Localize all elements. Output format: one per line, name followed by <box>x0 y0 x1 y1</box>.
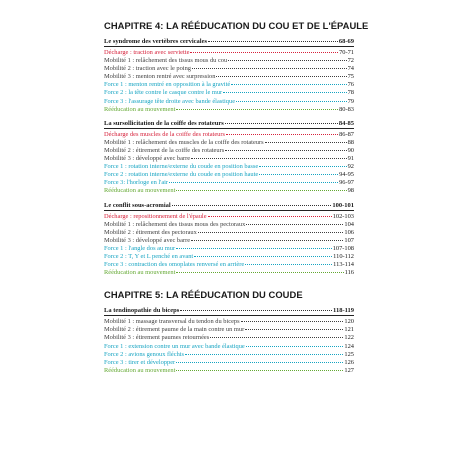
entry-label: Force 3 : l'assurage tête droite avec bande élastique <box>104 97 236 105</box>
entry-page: 75 <box>347 73 354 81</box>
entry-page: 70-71 <box>339 49 354 56</box>
entry-page: 80-83 <box>339 105 354 113</box>
toc-section <box>104 38 354 114</box>
dot-leader <box>245 325 343 330</box>
entry-label: Mobilité 2 : étirement des pectoraux <box>104 228 197 236</box>
dot-leader <box>210 333 343 338</box>
entry-label: Force 2 : avions genoux fléchis <box>104 350 185 358</box>
entry-page: 76 <box>347 81 354 89</box>
dot-leader <box>208 37 338 42</box>
entry-label: Force 2 : rotation interne/externe du coude en position haute <box>104 171 259 179</box>
entry-label: Force 3 : contraction des omoplates renversé en arrière <box>104 261 245 269</box>
entry-page: 102-103 <box>332 212 354 220</box>
entry-label: Mobilité 1 : relâchement des tissus mous des pectoraux <box>104 220 246 228</box>
toc-entry <box>104 367 354 375</box>
entry-page: 116 <box>344 269 354 277</box>
dot-leader <box>169 178 338 183</box>
toc-section <box>104 307 354 375</box>
dot-leader <box>223 88 346 93</box>
entry-page: 88 <box>347 138 354 146</box>
dot-leader <box>176 186 346 191</box>
entry-label: Mobilité 1 : relâchement des muscles de la coiffe des rotateurs <box>104 138 264 146</box>
dot-leader <box>226 130 338 135</box>
entry-page: 110-112 <box>333 252 354 260</box>
section-heading <box>104 38 354 47</box>
dot-leader <box>191 154 347 159</box>
dot-leader <box>225 119 338 124</box>
entry-page: 120 <box>344 318 354 326</box>
dot-leader <box>259 162 346 167</box>
entry-page: 96-97 <box>339 179 354 187</box>
entry-label: Force 1 : menton rentré en opposition à la gravité <box>104 81 231 89</box>
dot-leader <box>192 64 347 69</box>
entry-label: Décharge : repositionnement de l'épaule <box>104 212 207 220</box>
entry-page: 121 <box>344 326 354 334</box>
dot-leader <box>225 146 346 151</box>
entry-label: Mobilité 2 : traction avec le poing <box>104 65 191 73</box>
entry-label: Force 2 : la tête contre le casque contre le mur <box>104 89 223 97</box>
table-of-contents <box>104 20 369 381</box>
section-pages: 100-101 <box>332 201 354 209</box>
entry-page: 122 <box>344 334 354 342</box>
entry-page: 92 <box>347 163 354 171</box>
dot-leader <box>176 366 343 371</box>
entry-label: Force 3 : tirer et développer <box>104 358 176 366</box>
dot-leader <box>208 212 332 217</box>
dot-leader <box>194 252 332 257</box>
dot-leader <box>246 342 344 347</box>
dot-leader <box>241 317 344 322</box>
dot-leader <box>176 244 332 249</box>
entry-label: Rééducation au mouvement <box>104 105 176 113</box>
entry-page: 74 <box>347 65 354 73</box>
dot-leader <box>216 72 346 77</box>
entry-label: Rééducation au mouvement <box>104 187 176 195</box>
dot-leader <box>259 170 338 175</box>
entry-page: 127 <box>344 366 354 374</box>
toc-section <box>104 120 354 196</box>
toc-section <box>104 202 354 278</box>
dot-leader <box>180 306 332 311</box>
entry-label: Mobilité 2 : étirement paume de la main contre un mur <box>104 326 245 334</box>
entry-page: 106 <box>344 228 354 236</box>
chapter-title: CHAPITRE 4: LA RÉÉDUCATION DU COU ET DE L'ÉPAULE <box>104 20 369 31</box>
toc-entry <box>104 187 354 195</box>
entry-page: 107 <box>344 236 354 244</box>
dot-leader <box>245 260 332 265</box>
section-pages: 84-85 <box>338 119 354 127</box>
dot-leader <box>236 97 347 102</box>
section-title: La sursollicitation de la coiffe des rotateurs <box>104 119 224 127</box>
entry-label: Mobilité 1 : relâchement des tissus mous du cou <box>104 57 228 65</box>
dot-leader <box>228 56 346 61</box>
entry-label: Mobilité 3 : développé avec barre <box>104 155 191 163</box>
entry-label: Force 2 : T, Y et L penché en avant <box>104 252 194 260</box>
dot-leader <box>231 80 346 85</box>
section-heading <box>104 202 354 211</box>
entry-label: Force 1 : extension contre un mur avec bande élastique <box>104 342 245 350</box>
entry-label: Force 1 : rotation interne/externe du coude en position basse <box>104 163 259 171</box>
entry-label: Mobilité 1 : massage transversal du tendon du biceps <box>104 318 240 326</box>
dot-leader <box>176 358 343 363</box>
section-title: Le syndrome des vertèbres cervicales <box>104 38 208 45</box>
entry-page: 126 <box>344 358 354 366</box>
section-heading <box>104 307 354 316</box>
entry-page: 124 <box>344 342 354 350</box>
dot-leader <box>176 105 338 110</box>
entry-page: 94-95 <box>339 171 354 179</box>
dot-leader <box>172 201 332 206</box>
dot-leader <box>191 236 343 241</box>
entry-page: 98 <box>347 187 354 195</box>
dot-leader <box>265 138 347 143</box>
section-title: Le conflit sous-acromial <box>104 201 171 209</box>
dot-leader <box>190 48 338 53</box>
section-heading <box>104 120 354 129</box>
section-pages: 118-119 <box>333 307 354 315</box>
dot-leader <box>246 220 343 225</box>
dot-leader <box>185 350 343 355</box>
dot-leader <box>198 228 344 233</box>
entry-label: Mobilité 3 : menton rentré avec surpression <box>104 73 216 81</box>
entry-page: 86-87 <box>339 130 354 138</box>
entry-label: Décharge : traction avec serviette <box>104 49 190 56</box>
entry-page: 125 <box>344 350 354 358</box>
entry-page: 79 <box>347 97 354 105</box>
entry-label: Mobilité 3 : étirement paumes retournées <box>104 334 210 342</box>
entry-label: Mobilité 2 : étirement de la coiffe des rotateurs <box>104 146 225 154</box>
toc-entry <box>104 106 354 114</box>
entry-page: 113-114 <box>333 261 354 269</box>
entry-page: 90 <box>347 146 354 154</box>
toc-entry <box>104 269 354 277</box>
entry-label: Force 1 : l'angle dos au mur <box>104 244 176 252</box>
entry-label: Force 3: l'horloge en l'air <box>104 179 169 187</box>
entry-page: 107-108 <box>332 244 354 252</box>
chapter-title: CHAPITRE 5: LA RÉÉDUCATION DU COUDE <box>104 289 303 301</box>
section-title: La tendinopathie du biceps <box>104 307 180 315</box>
dot-leader <box>176 268 343 273</box>
entry-page: 91 <box>347 155 354 163</box>
entry-label: Rééducation au mouvement <box>104 366 176 374</box>
entry-page: 78 <box>347 89 354 97</box>
entry-label: Décharge des muscles de la coiffe des rotateurs <box>104 130 225 138</box>
entry-page: 104 <box>344 220 354 228</box>
entry-page: 72 <box>347 57 354 65</box>
entry-label: Mobilité 3 : développé avec barre <box>104 236 191 244</box>
section-pages: 68-69 <box>338 38 354 45</box>
entry-label: Rééducation au mouvement <box>104 269 176 277</box>
